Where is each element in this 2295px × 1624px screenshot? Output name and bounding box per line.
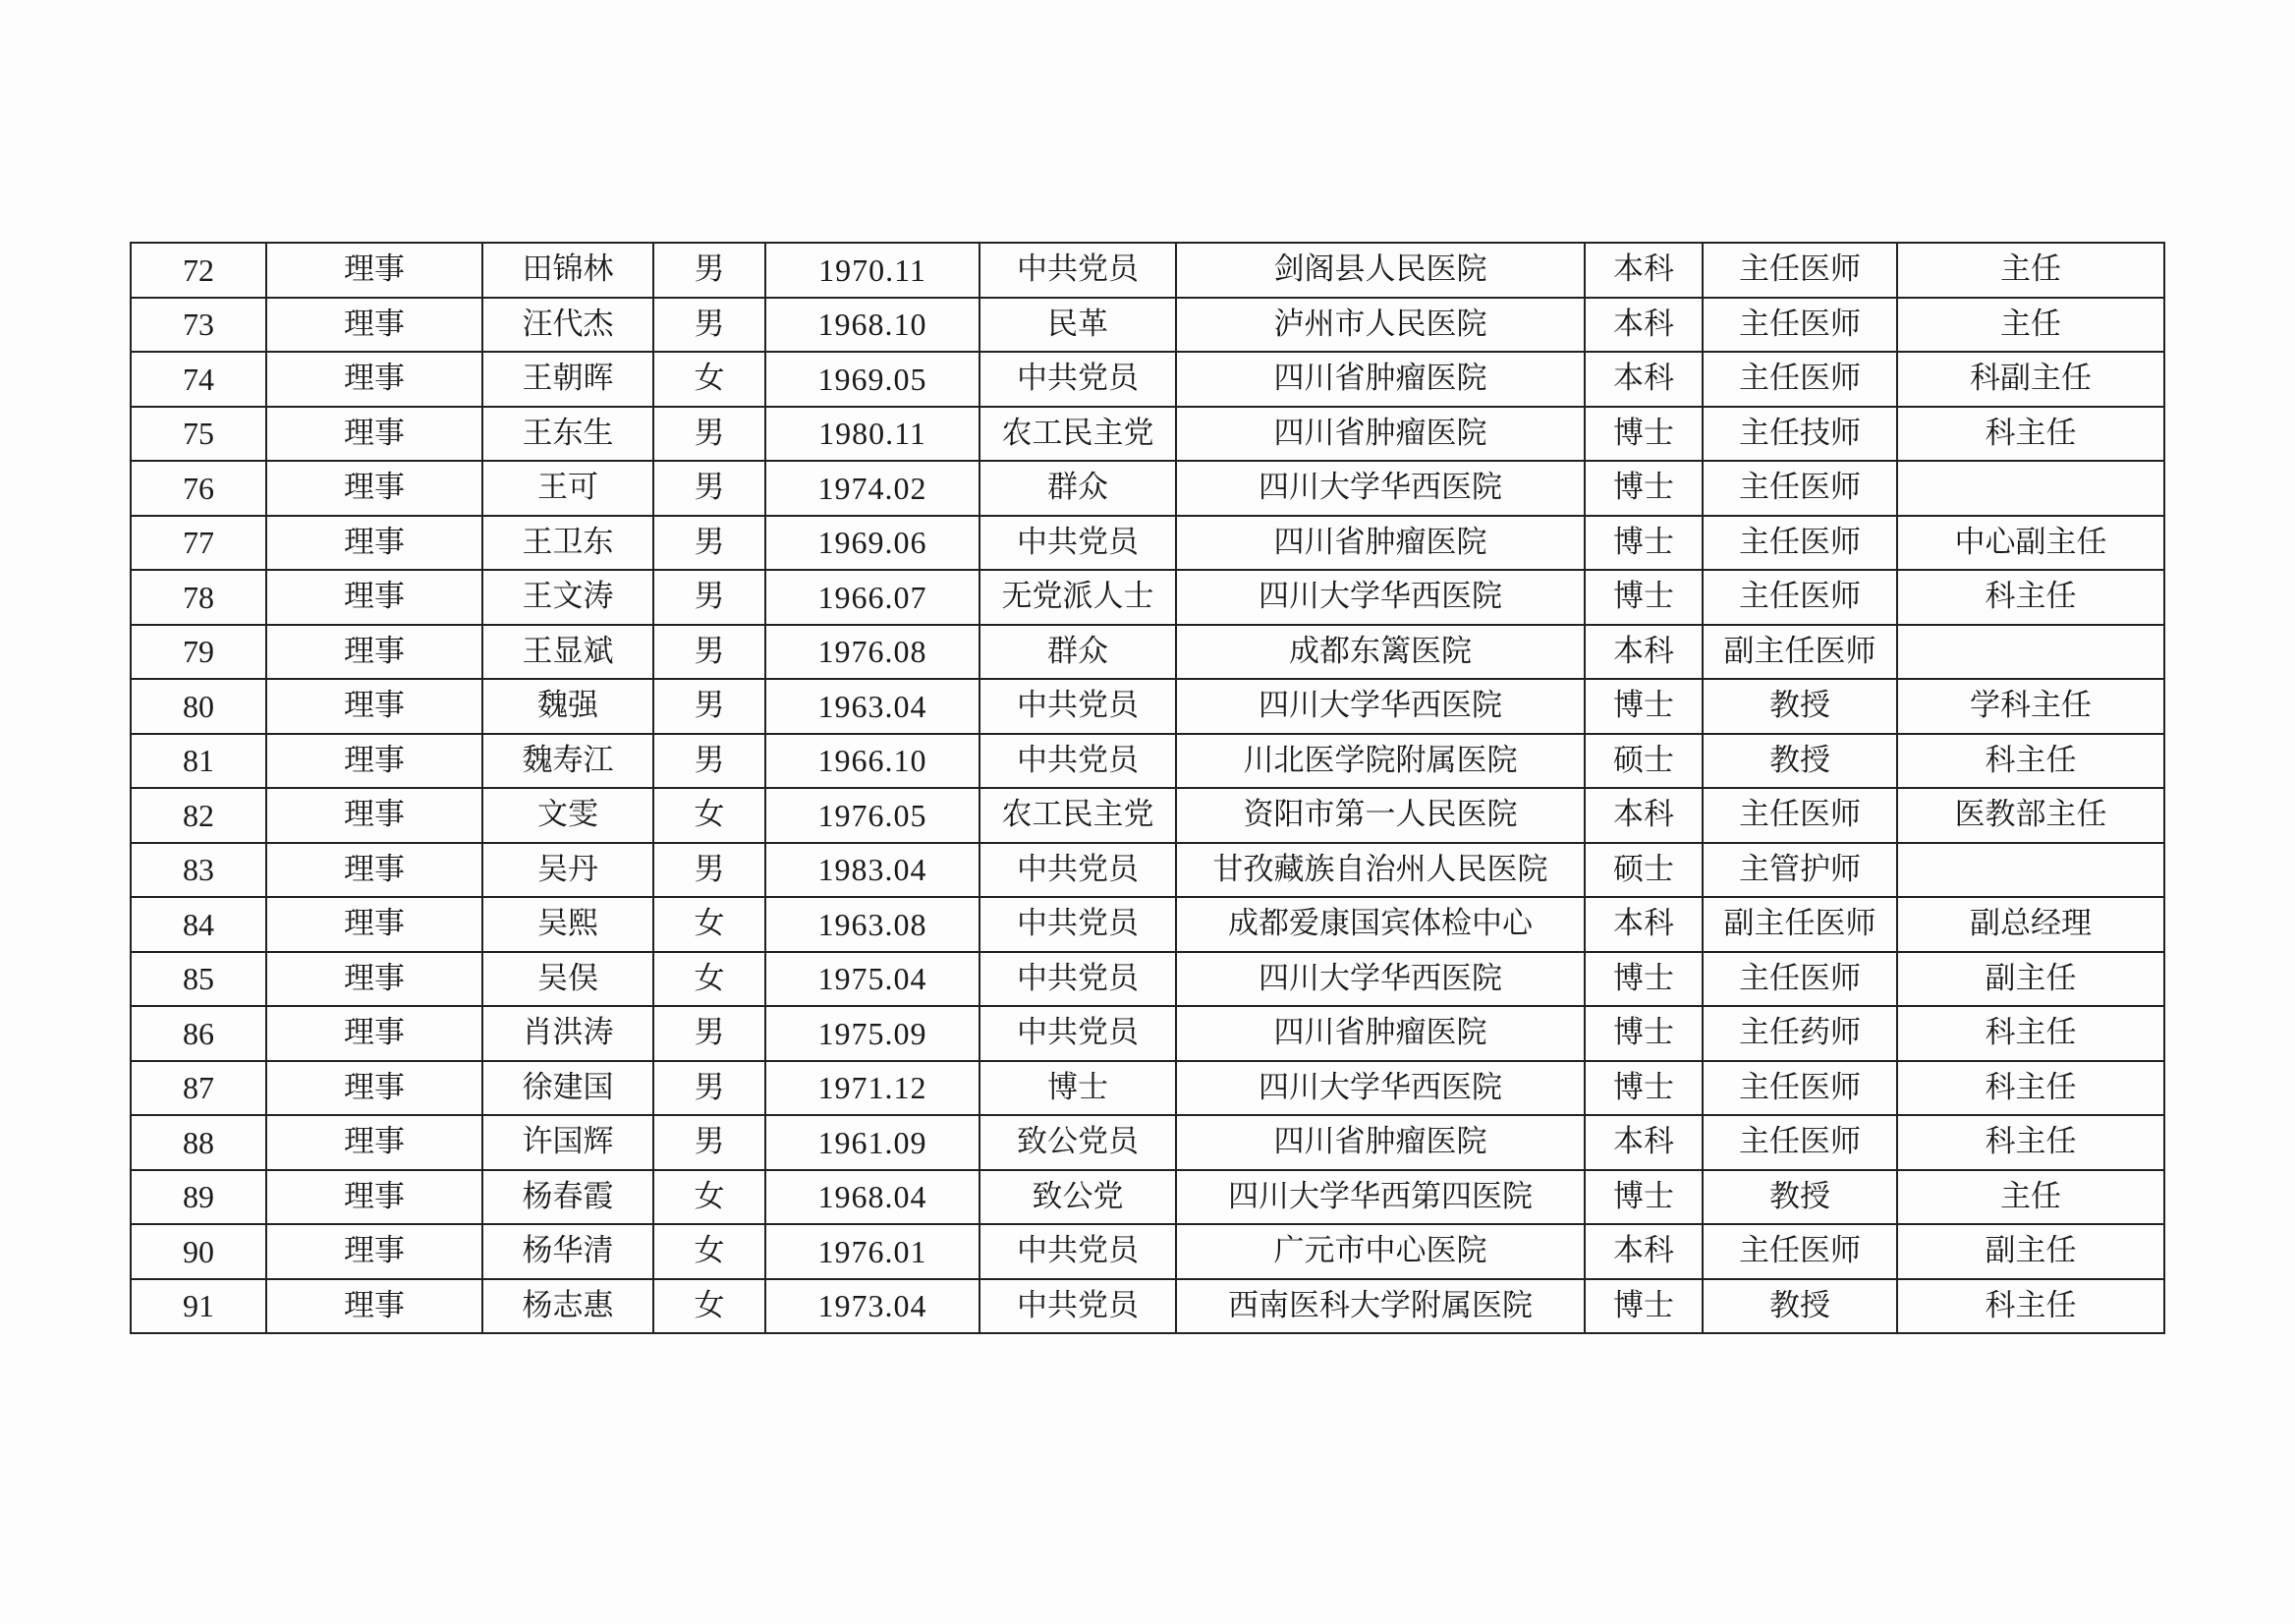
cell-row-number: 83 [131, 843, 266, 898]
cell-institution: 成都东篱医院 [1176, 625, 1585, 680]
cell-row-number: 85 [131, 952, 266, 1007]
cell-birth-date: 1969.06 [765, 516, 980, 571]
cell-gender: 男 [653, 407, 765, 462]
cell-gender: 男 [653, 461, 765, 516]
cell-gender: 男 [653, 734, 765, 789]
cell-role: 理事 [266, 734, 482, 789]
cell-position: 科主任 [1897, 1279, 2164, 1334]
roster-body [131, 243, 2164, 1333]
member-roster-table [130, 242, 2165, 1334]
cell-row-number: 90 [131, 1224, 266, 1279]
cell-gender: 女 [653, 788, 765, 843]
table-row [131, 570, 2164, 625]
table-row [131, 352, 2164, 407]
cell-education: 本科 [1585, 1224, 1703, 1279]
cell-education: 本科 [1585, 298, 1703, 353]
cell-title: 主任医师 [1703, 516, 1897, 571]
cell-position: 科主任 [1897, 734, 2164, 789]
cell-political-affiliation: 中共党员 [980, 1279, 1176, 1334]
cell-education: 本科 [1585, 788, 1703, 843]
cell-birth-date: 1976.05 [765, 788, 980, 843]
cell-role: 理事 [266, 243, 482, 298]
cell-institution: 成都爱康国宾体检中心 [1176, 897, 1585, 952]
table-row [131, 952, 2164, 1007]
cell-institution: 四川省肿瘤医院 [1176, 1006, 1585, 1061]
table-row [131, 679, 2164, 734]
cell-name: 王卫东 [482, 516, 653, 571]
cell-education: 博士 [1585, 461, 1703, 516]
cell-birth-date: 1961.09 [765, 1115, 980, 1170]
cell-role: 理事 [266, 1279, 482, 1334]
cell-gender: 男 [653, 625, 765, 680]
cell-political-affiliation: 群众 [980, 461, 1176, 516]
cell-position: 主任 [1897, 243, 2164, 298]
cell-role: 理事 [266, 516, 482, 571]
cell-institution: 剑阁县人民医院 [1176, 243, 1585, 298]
cell-gender: 女 [653, 352, 765, 407]
cell-row-number: 84 [131, 897, 266, 952]
cell-political-affiliation: 中共党员 [980, 243, 1176, 298]
cell-institution: 四川大学华西医院 [1176, 952, 1585, 1007]
table-row [131, 734, 2164, 789]
cell-institution: 甘孜藏族自治州人民医院 [1176, 843, 1585, 898]
cell-title: 主任医师 [1703, 1061, 1897, 1116]
cell-title: 主任医师 [1703, 243, 1897, 298]
cell-row-number: 88 [131, 1115, 266, 1170]
cell-role: 理事 [266, 679, 482, 734]
table-row [131, 298, 2164, 353]
cell-education: 博士 [1585, 407, 1703, 462]
cell-gender: 男 [653, 570, 765, 625]
cell-institution: 四川大学华西医院 [1176, 679, 1585, 734]
cell-role: 理事 [266, 461, 482, 516]
cell-row-number: 80 [131, 679, 266, 734]
cell-political-affiliation: 中共党员 [980, 843, 1176, 898]
cell-name: 田锦林 [482, 243, 653, 298]
table-row [131, 625, 2164, 680]
cell-gender: 男 [653, 243, 765, 298]
cell-gender: 男 [653, 679, 765, 734]
cell-name: 杨春霞 [482, 1170, 653, 1225]
cell-title: 教授 [1703, 679, 1897, 734]
cell-birth-date: 1966.10 [765, 734, 980, 789]
cell-title: 主任医师 [1703, 952, 1897, 1007]
cell-row-number: 87 [131, 1061, 266, 1116]
cell-title: 主任药师 [1703, 1006, 1897, 1061]
cell-role: 理事 [266, 1006, 482, 1061]
cell-title: 教授 [1703, 1279, 1897, 1334]
cell-birth-date: 1976.08 [765, 625, 980, 680]
table-row [131, 243, 2164, 298]
cell-institution: 四川省肿瘤医院 [1176, 516, 1585, 571]
cell-birth-date: 1976.01 [765, 1224, 980, 1279]
cell-institution: 川北医学院附属医院 [1176, 734, 1585, 789]
cell-education: 博士 [1585, 1279, 1703, 1334]
cell-row-number: 82 [131, 788, 266, 843]
cell-position: 科副主任 [1897, 352, 2164, 407]
cell-birth-date: 1974.02 [765, 461, 980, 516]
cell-role: 理事 [266, 352, 482, 407]
cell-education: 博士 [1585, 516, 1703, 571]
cell-position [1897, 461, 2164, 516]
cell-birth-date: 1973.04 [765, 1279, 980, 1334]
cell-name: 徐建国 [482, 1061, 653, 1116]
cell-name: 吴熙 [482, 897, 653, 952]
table-row [131, 1061, 2164, 1116]
cell-gender: 男 [653, 1061, 765, 1116]
cell-row-number: 86 [131, 1006, 266, 1061]
cell-education: 博士 [1585, 1006, 1703, 1061]
cell-row-number: 72 [131, 243, 266, 298]
cell-row-number: 75 [131, 407, 266, 462]
cell-birth-date: 1966.07 [765, 570, 980, 625]
table-row [131, 1224, 2164, 1279]
cell-position: 副主任 [1897, 952, 2164, 1007]
cell-political-affiliation: 中共党员 [980, 1006, 1176, 1061]
cell-birth-date: 1975.04 [765, 952, 980, 1007]
cell-name: 肖洪涛 [482, 1006, 653, 1061]
table-row [131, 843, 2164, 898]
table-row [131, 897, 2164, 952]
cell-political-affiliation: 民革 [980, 298, 1176, 353]
cell-row-number: 91 [131, 1279, 266, 1334]
cell-name: 杨华清 [482, 1224, 653, 1279]
cell-name: 王朝晖 [482, 352, 653, 407]
cell-name: 魏强 [482, 679, 653, 734]
cell-political-affiliation: 中共党员 [980, 897, 1176, 952]
cell-birth-date: 1970.11 [765, 243, 980, 298]
table-row [131, 516, 2164, 571]
table-row [131, 407, 2164, 462]
cell-position: 学科主任 [1897, 679, 2164, 734]
cell-title: 主任医师 [1703, 1224, 1897, 1279]
cell-political-affiliation: 农工民主党 [980, 407, 1176, 462]
cell-row-number: 81 [131, 734, 266, 789]
table-row [131, 461, 2164, 516]
cell-birth-date: 1968.04 [765, 1170, 980, 1225]
cell-institution: 资阳市第一人民医院 [1176, 788, 1585, 843]
cell-name: 汪代杰 [482, 298, 653, 353]
cell-education: 硕士 [1585, 843, 1703, 898]
cell-title: 副主任医师 [1703, 897, 1897, 952]
cell-gender: 男 [653, 516, 765, 571]
cell-name: 文雯 [482, 788, 653, 843]
cell-education: 本科 [1585, 243, 1703, 298]
cell-title: 主任医师 [1703, 461, 1897, 516]
cell-institution: 广元市中心医院 [1176, 1224, 1585, 1279]
cell-gender: 女 [653, 1279, 765, 1334]
cell-education: 本科 [1585, 897, 1703, 952]
cell-education: 博士 [1585, 952, 1703, 1007]
cell-role: 理事 [266, 1224, 482, 1279]
cell-political-affiliation: 农工民主党 [980, 788, 1176, 843]
cell-role: 理事 [266, 1170, 482, 1225]
cell-position: 医教部主任 [1897, 788, 2164, 843]
cell-name: 王文涛 [482, 570, 653, 625]
cell-institution: 西南医科大学附属医院 [1176, 1279, 1585, 1334]
cell-name: 王东生 [482, 407, 653, 462]
cell-name: 许国辉 [482, 1115, 653, 1170]
cell-birth-date: 1980.11 [765, 407, 980, 462]
cell-political-affiliation: 中共党员 [980, 516, 1176, 571]
cell-birth-date: 1975.09 [765, 1006, 980, 1061]
cell-role: 理事 [266, 298, 482, 353]
cell-role: 理事 [266, 570, 482, 625]
cell-political-affiliation: 中共党员 [980, 352, 1176, 407]
cell-name: 王可 [482, 461, 653, 516]
cell-row-number: 73 [131, 298, 266, 353]
cell-institution: 泸州市人民医院 [1176, 298, 1585, 353]
cell-political-affiliation: 中共党员 [980, 1224, 1176, 1279]
cell-political-affiliation: 致公党员 [980, 1115, 1176, 1170]
cell-role: 理事 [266, 788, 482, 843]
cell-title: 教授 [1703, 1170, 1897, 1225]
cell-row-number: 74 [131, 352, 266, 407]
cell-gender: 女 [653, 1170, 765, 1225]
cell-row-number: 79 [131, 625, 266, 680]
cell-title: 主任医师 [1703, 352, 1897, 407]
cell-position: 中心副主任 [1897, 516, 2164, 571]
cell-birth-date: 1963.08 [765, 897, 980, 952]
cell-role: 理事 [266, 625, 482, 680]
cell-name: 魏寿江 [482, 734, 653, 789]
cell-position: 科主任 [1897, 570, 2164, 625]
cell-education: 博士 [1585, 570, 1703, 625]
cell-institution: 四川大学华西第四医院 [1176, 1170, 1585, 1225]
cell-education: 硕士 [1585, 734, 1703, 789]
cell-political-affiliation: 中共党员 [980, 679, 1176, 734]
cell-title: 主任医师 [1703, 570, 1897, 625]
cell-institution: 四川省肿瘤医院 [1176, 1115, 1585, 1170]
cell-title: 副主任医师 [1703, 625, 1897, 680]
table-row [131, 788, 2164, 843]
cell-institution: 四川大学华西医院 [1176, 1061, 1585, 1116]
cell-role: 理事 [266, 843, 482, 898]
cell-title: 教授 [1703, 734, 1897, 789]
cell-education: 博士 [1585, 1170, 1703, 1225]
cell-row-number: 78 [131, 570, 266, 625]
cell-gender: 男 [653, 1006, 765, 1061]
cell-row-number: 76 [131, 461, 266, 516]
cell-political-affiliation: 博士 [980, 1061, 1176, 1116]
cell-gender: 男 [653, 298, 765, 353]
cell-gender: 女 [653, 1224, 765, 1279]
table-row [131, 1006, 2164, 1061]
cell-role: 理事 [266, 1061, 482, 1116]
cell-name: 王显斌 [482, 625, 653, 680]
cell-political-affiliation: 群众 [980, 625, 1176, 680]
cell-role: 理事 [266, 1115, 482, 1170]
cell-position [1897, 843, 2164, 898]
table-row [131, 1170, 2164, 1225]
cell-role: 理事 [266, 407, 482, 462]
cell-education: 博士 [1585, 679, 1703, 734]
cell-gender: 女 [653, 952, 765, 1007]
table-row [131, 1115, 2164, 1170]
cell-name: 吴俣 [482, 952, 653, 1007]
cell-position: 科主任 [1897, 1006, 2164, 1061]
cell-role: 理事 [266, 897, 482, 952]
cell-birth-date: 1968.10 [765, 298, 980, 353]
cell-institution: 四川省肿瘤医院 [1176, 352, 1585, 407]
cell-title: 主任医师 [1703, 298, 1897, 353]
cell-title: 主任医师 [1703, 788, 1897, 843]
cell-education: 本科 [1585, 1115, 1703, 1170]
cell-name: 杨志惠 [482, 1279, 653, 1334]
cell-position: 科主任 [1897, 407, 2164, 462]
cell-row-number: 77 [131, 516, 266, 571]
cell-position: 副总经理 [1897, 897, 2164, 952]
cell-education: 博士 [1585, 1061, 1703, 1116]
cell-institution: 四川省肿瘤医院 [1176, 407, 1585, 462]
cell-birth-date: 1983.04 [765, 843, 980, 898]
cell-name: 吴丹 [482, 843, 653, 898]
cell-title: 主任技师 [1703, 407, 1897, 462]
cell-position [1897, 625, 2164, 680]
cell-birth-date: 1971.12 [765, 1061, 980, 1116]
cell-position: 科主任 [1897, 1061, 2164, 1116]
cell-education: 本科 [1585, 625, 1703, 680]
cell-row-number: 89 [131, 1170, 266, 1225]
cell-birth-date: 1969.05 [765, 352, 980, 407]
cell-political-affiliation: 致公党 [980, 1170, 1176, 1225]
cell-gender: 男 [653, 843, 765, 898]
cell-title: 主管护师 [1703, 843, 1897, 898]
cell-role: 理事 [266, 952, 482, 1007]
cell-position: 副主任 [1897, 1224, 2164, 1279]
cell-title: 主任医师 [1703, 1115, 1897, 1170]
cell-political-affiliation: 中共党员 [980, 734, 1176, 789]
table-row [131, 1279, 2164, 1334]
cell-political-affiliation: 中共党员 [980, 952, 1176, 1007]
cell-education: 本科 [1585, 352, 1703, 407]
cell-position: 主任 [1897, 298, 2164, 353]
cell-political-affiliation: 无党派人士 [980, 570, 1176, 625]
cell-position: 科主任 [1897, 1115, 2164, 1170]
cell-institution: 四川大学华西医院 [1176, 570, 1585, 625]
cell-gender: 女 [653, 897, 765, 952]
cell-position: 主任 [1897, 1170, 2164, 1225]
cell-birth-date: 1963.04 [765, 679, 980, 734]
cell-gender: 男 [653, 1115, 765, 1170]
cell-institution: 四川大学华西医院 [1176, 461, 1585, 516]
